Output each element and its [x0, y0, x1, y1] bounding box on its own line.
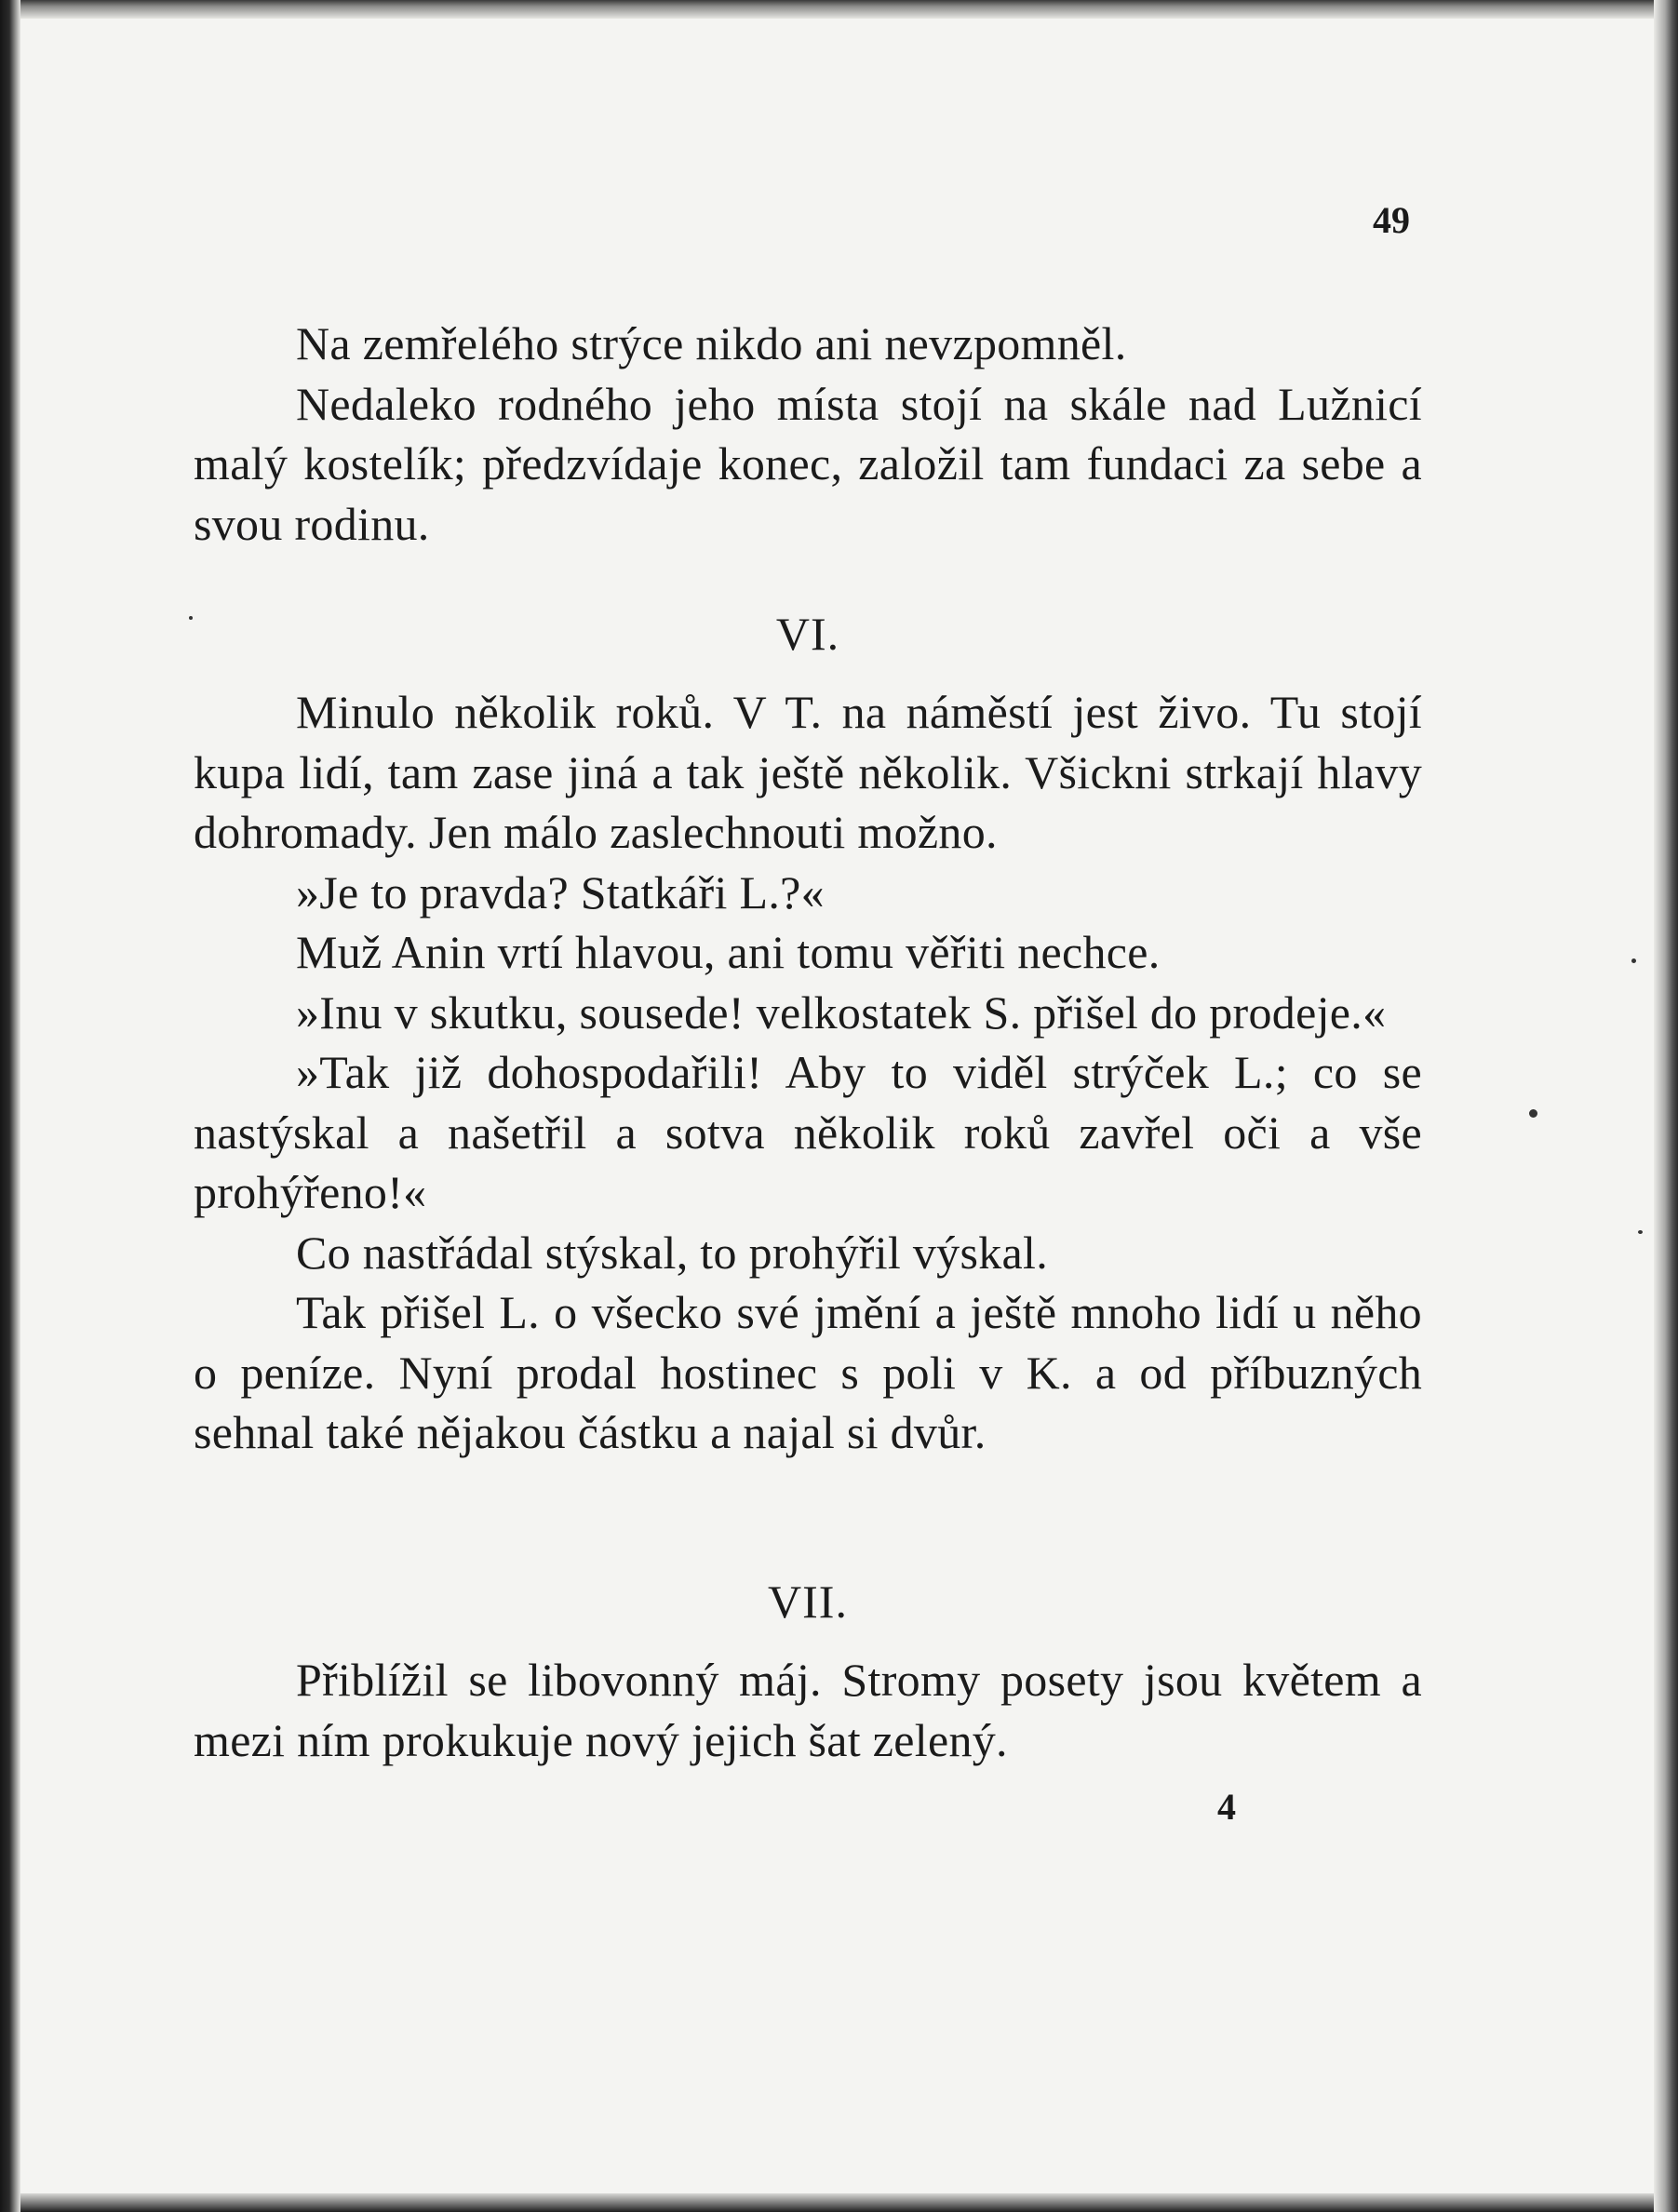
scan-speck	[1638, 1230, 1643, 1234]
paragraph: Co nastřádal stýskal, to prohýřil výskal.	[296, 1226, 1049, 1279]
chapter-vii-text	[194, 1650, 1422, 1770]
scan-speck	[1631, 959, 1636, 963]
paragraph: Na zemřelého strýce nikdo ani nevzpomněl.	[296, 317, 1127, 369]
printer-signature-mark: 4	[1217, 1786, 1236, 1828]
paragraph: »Tak již dohospodařili! Aby to viděl strýček L.; co se nastýskal a našetřil a sotva několik roků zavřel oči a vše prohýřeno!«	[194, 1046, 1422, 1218]
page-number: 49	[1373, 199, 1410, 241]
page-edge-top	[0, 0, 1678, 19]
paragraph: Tak přišel L. o všecko své jmění a ještě mnoho lidí u něho o peníze. Nyní prodal hostinec s poli v K. a od příbuzných sehnal také nějakou částku a najal si dvůr.	[194, 1286, 1422, 1458]
paragraph: Muž Anin vrtí hlavou, ani tomu věřiti nechce.	[296, 926, 1161, 978]
paragraph: Nedaleko rodného jeho místa stojí na skále nad Lužnicí malý kostelík; předzvídaje konec, založil tam fundaci za sebe a svou rodinu.	[194, 377, 1422, 550]
scan-speck	[1529, 1109, 1537, 1118]
page-edge-bottom	[0, 2193, 1678, 2212]
paragraph: Přiblížil se libovonný máj. Stromy posety jsou květem a mezi ním prokukuje nový jejich šat zelený.	[194, 1654, 1422, 1766]
paragraph: »Je to pravda? Statkáři L.?«	[296, 865, 825, 918]
paragraph: Minulo několik roků. V T. na náměstí jest živo. Tu stojí kupa lidí, tam zase jiná a tak ještě několik. Všickni strkají hlavy dohromady. Jen málo zaslechnouti možno.	[194, 686, 1422, 858]
chapter-vi-text	[194, 682, 1422, 1463]
paragraph: »Inu v skutku, sousede! velkostatek S. přišel do prodeje.«	[296, 985, 1387, 1039]
chapter-heading: VI.	[775, 608, 840, 660]
page-edge-right	[1654, 0, 1678, 2212]
intro-text	[194, 314, 1422, 554]
page-edge-left	[0, 0, 20, 2212]
scan-speck	[189, 616, 193, 620]
chapter-heading: VII.	[768, 1575, 848, 1628]
